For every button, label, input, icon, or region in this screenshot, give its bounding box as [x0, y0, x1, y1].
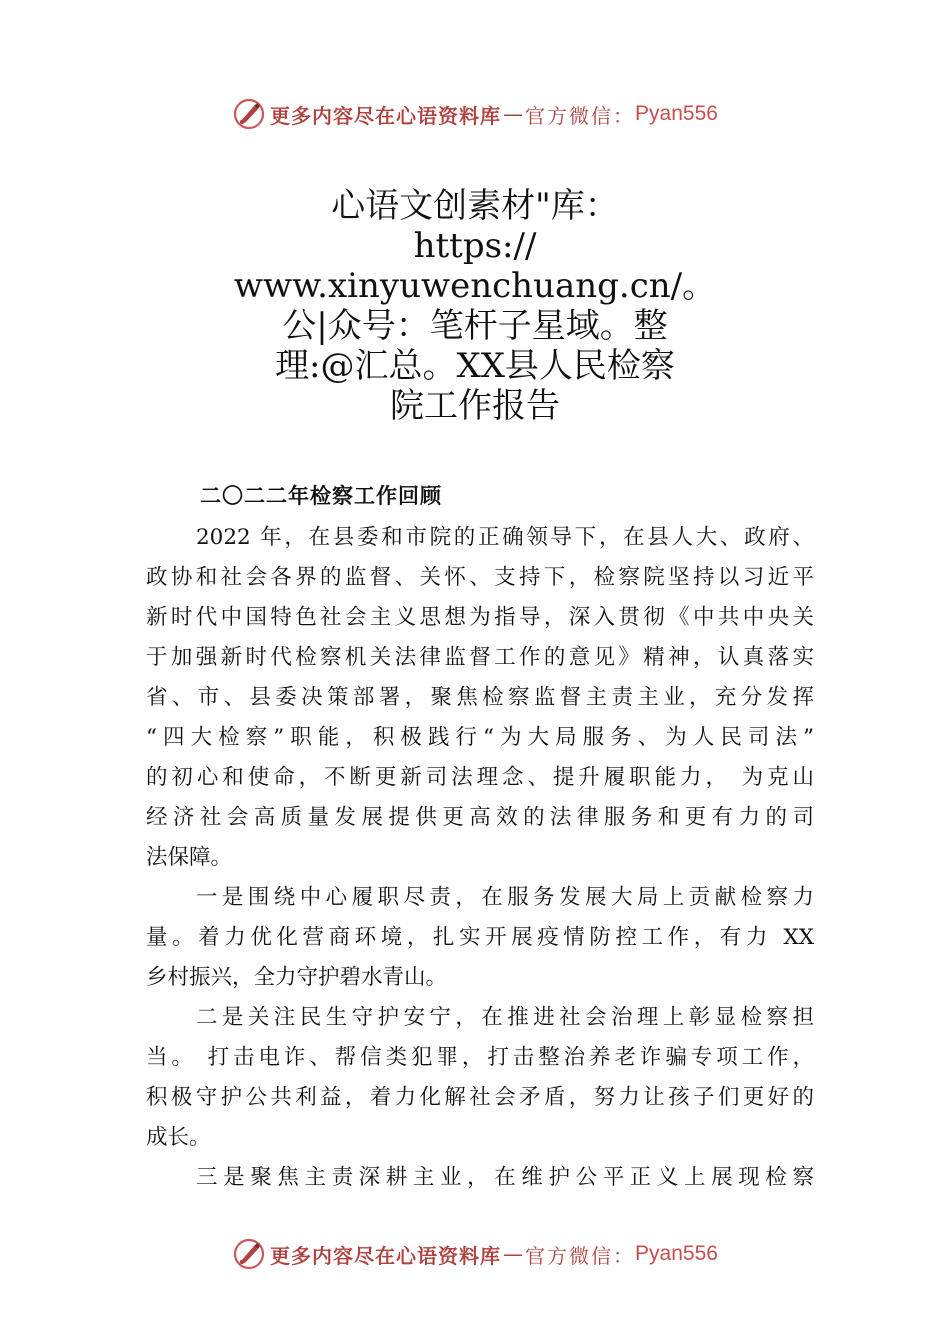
footer-banner: [0, 1232, 950, 1276]
paragraph-line: 积极守护公共利益，着力化解社会矛盾，努力让孩子们更好的: [146, 1085, 814, 1110]
banner-text: 更多内容尽在心语资料库: [270, 1243, 502, 1268]
banner-wechat-label: 官方微信：: [525, 103, 636, 128]
paragraph-line: 于加强新时代检察机关法律监督工作的意见》精神，认真落实: [146, 645, 814, 670]
paragraph-line: 2022 年，在县委和市院的正确领导下，在县人大、政府、: [196, 525, 814, 550]
paragraph-line: 乡村振兴，全力守护碧水青山。: [146, 965, 448, 990]
paragraph-line: 经济社会高质量发展提供更高效的法律服务和更有力的司: [146, 805, 814, 830]
paragraph-line: 二是关注民生守护安宁，在推进社会治理上彰显检察担: [196, 1005, 814, 1030]
banner-text: 更多内容尽在心语资料库: [270, 103, 502, 128]
paragraph-line: 的初心和使命，不断更新司法理念、提升履职能力， 为克山: [146, 765, 814, 790]
title-line: 心语文创素材"库：: [331, 186, 619, 226]
paragraph-line: 省、市、县委决策部署，聚焦检察监督主责主业，充分发挥: [146, 685, 814, 710]
paragraph-line: “四大检察”职能，积极践行“为大局服务、为人民司法”: [146, 725, 814, 750]
title-line: 公|众号：笔杆子星域。整: [282, 306, 668, 346]
title-line: 理:@汇总。XX县人民检察: [275, 346, 675, 386]
title-line: 院工作报告: [390, 386, 560, 426]
brush-logo-icon: [232, 1237, 266, 1271]
title-line: https://: [413, 226, 537, 266]
document-body: [146, 518, 814, 1198]
header-banner: [0, 92, 950, 136]
brush-logo-icon: [232, 97, 266, 131]
banner-separator: —: [503, 102, 524, 126]
banner-separator: —: [503, 1242, 524, 1266]
document-title: [230, 186, 720, 426]
title-line: www.xinyuwenchuang.cn/。: [233, 266, 717, 306]
paragraph-line: 成长。: [146, 1125, 211, 1150]
paragraph-line: 新时代中国特色社会主义思想为指导，深入贯彻《中共中央关: [146, 605, 814, 630]
section-heading: 二〇二二年检察工作回顾: [200, 484, 442, 508]
banner-wechat-id: Pyan556: [635, 102, 718, 125]
banner-wechat-id: Pyan556: [635, 1242, 718, 1265]
paragraph-line: 当。 打击电诈、帮信类犯罪，打击整治养老诈骗专项工作，: [146, 1045, 814, 1070]
paragraph-line: 法保障。: [146, 845, 233, 870]
paragraph-line: 量。着力优化营商环境，扎实开展疫情防控工作，有力 XX: [146, 925, 814, 950]
paragraph-line: 一是围绕中心履职尽责，在服务发展大局上贡献检察力: [196, 885, 814, 910]
paragraph-line: 三是聚焦主责深耕主业，在维护公平正义上展现检察: [196, 1165, 814, 1190]
paragraph-line: 政协和社会各界的监督、关怀、支持下，检察院坚持以习近平: [146, 565, 814, 590]
banner-wechat-label: 官方微信：: [525, 1243, 636, 1268]
